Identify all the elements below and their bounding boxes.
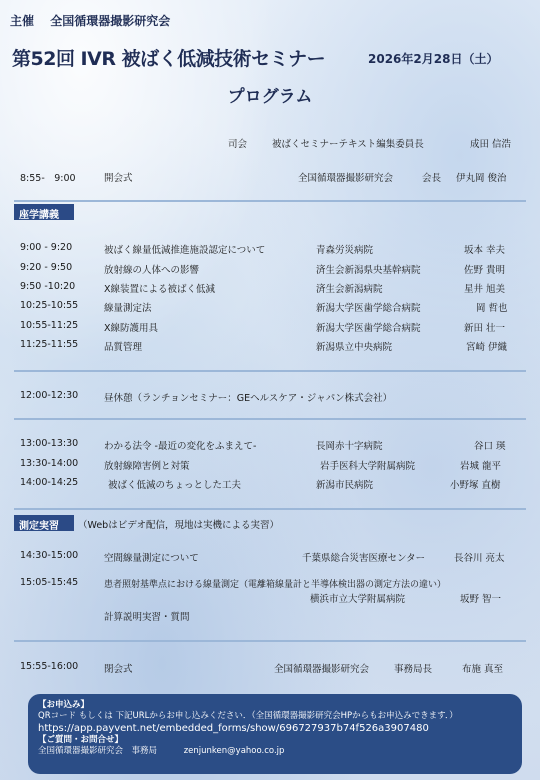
chair-name: 成田 信浩 [470,139,512,150]
lecture-title: 放射線障害例と対策 [104,461,190,472]
section1-label: 座学講義 [14,204,74,220]
lecture-org: 新潟市民病院 [316,480,374,491]
practice-row [0,550,540,566]
lecture-time: 13:30-14:00 [20,458,79,469]
chair-org: 被ばくセミナーテキスト編集委員長 [272,139,424,150]
closing-role: 事務局長 [394,664,433,675]
contact-email-link[interactable]: zenjunken@yahoo.co.jp [183,746,285,756]
apply-text: QRコード もしくは 下記URLからお申し込みください．（全国循環器撮影研究会HPからもお申込みできます．） [38,711,458,721]
lecture-row [0,281,540,297]
lecture-time: 9:50 -10:20 [20,281,76,292]
lecture-org: 新潟県立中央病院 [316,342,393,353]
sponsor-org: 全国循環器撮影研究会 [50,14,171,28]
section1-rule [14,200,526,202]
practice-title: 計算説明実習・質問 [104,612,190,623]
lecture-time: 13:00-13:30 [20,438,79,449]
lecture-org: 長岡赤十字病院 [316,441,383,452]
lunch-time: 12:00-12:30 [20,390,79,401]
opening-name: 伊丸岡 俊治 [456,173,507,184]
lecture-speaker: 新田 壮一 [464,323,506,334]
lecture-speaker: 星井 旭美 [464,284,506,295]
lecture-org: 済生会新潟病院 [316,284,383,295]
contact-line [38,746,512,757]
lecture-title: 線量測定法 [104,303,152,314]
lecture-title: 品質管理 [104,342,143,353]
chair-role: 司会 [228,139,248,150]
lecture-title: わかる法令 -最近の変化をふまえて- [104,441,257,452]
practice-row [0,609,540,625]
chair-row [0,136,540,152]
practice-speaker: 坂野 智一 [460,594,502,605]
lecture-speaker: 岡 哲也 [476,303,508,314]
lunch-rule-bottom [14,418,526,420]
lecture-speaker: 坂本 幸夫 [464,245,506,256]
sponsor-label: 主催 [10,14,35,28]
lecture-row [0,320,540,336]
closing-time: 15:55-16:00 [20,661,79,672]
lecture-time: 14:00-14:25 [20,477,79,488]
lecture-speaker: 岩城 龍平 [460,461,502,472]
lecture-row [0,477,540,493]
contact-org: 全国循環器撮影研究会 事務局 [38,746,158,756]
lecture-row [0,262,540,278]
practice-title: 空間線量測定について [104,553,199,564]
practice-time: 14:30-15:00 [20,550,79,561]
closing-rule [14,640,526,642]
opening-time: 8:55- 9:00 [20,173,76,184]
lecture-speaker: 谷口 瑛 [474,441,506,452]
practice-org: 千葉県総合災害医療センター [302,553,426,564]
program-heading: プログラム [227,87,313,107]
lecture-row [0,242,540,258]
lecture-time: 9:00 - 9:20 [20,242,73,253]
lunch-row [0,390,540,406]
closing-title: 閉会式 [104,664,133,675]
seminar-title: 第52回 IVR 被ばく低減技術セミナー [12,48,326,70]
lecture-speaker: 宮崎 伊織 [466,342,508,353]
lecture-org: 新潟大学医歯学総合病院 [316,323,421,334]
lecture-speaker: 佐野 貴明 [464,265,506,276]
closing-name: 布施 真至 [462,664,504,675]
closing-row [0,661,540,677]
lecture-row [0,438,540,454]
application-box [28,694,522,774]
sponsor-line [10,12,182,29]
lecture-row [0,458,540,474]
lecture-title: 被ばく線量低減推進施設認定について [104,245,266,256]
lecture-time: 9:20 - 9:50 [20,262,73,273]
section2-rule [14,508,526,510]
lunch-rule-top [14,370,526,372]
lecture-row [0,300,540,316]
closing-org: 全国循環器撮影研究会 [274,664,370,675]
seminar-date: 2026年2月28日（土） [368,52,499,66]
lunch-title: 昼休憩（ランチョンセミナー：GEヘルスケア・ジャパン株式会社） [104,393,393,404]
lecture-row [0,339,540,355]
opening-title: 開会式 [104,173,133,184]
practice-org: 横浜市立大学附属病院 [310,594,406,605]
practice-row-affiliation [0,591,540,607]
practice-title: 患者照射基準点における線量測定（電離箱線量計と半導体検出器の測定方法の違い） [104,580,447,590]
lecture-title: 放射線の人体への影響 [104,265,200,276]
opening-org: 全国循環器撮影研究会 [298,173,394,184]
section2-note: （Webはビデオ配信，現地は実機による実習） [78,520,280,531]
practice-speaker: 長谷川 亮太 [454,553,505,564]
lecture-org: 青森労災病院 [316,245,374,256]
lecture-time: 10:55-11:25 [20,320,79,331]
lecture-title: X線防護用具 [104,323,159,334]
section2-label: 測定実習 [14,515,74,531]
practice-time: 15:05-15:45 [20,577,79,588]
lecture-org: 済生会新潟県央基幹病院 [316,265,421,276]
lecture-title: X線装置による被ばく低減 [104,284,216,295]
lecture-time: 11:25-11:55 [20,339,79,350]
lecture-speaker: 小野塚 直樹 [450,480,501,491]
opening-role: 会長 [422,173,442,184]
lecture-time: 10:25-10:55 [20,300,79,311]
lecture-org: 新潟大学医歯学総合病院 [316,303,421,314]
apply-label: 【お申込み】 [38,700,90,710]
apply-url-link[interactable]: https://app.payvent.net/embedded_forms/show/696727937b74f526a3907480 [38,723,429,734]
contact-label: 【ご質問・お問合せ】 [38,735,124,745]
lecture-title: 被ばく低減のちょっとした工夫 [108,480,242,491]
opening-row [0,170,540,186]
lecture-org: 岩手医科大学附属病院 [320,461,416,472]
